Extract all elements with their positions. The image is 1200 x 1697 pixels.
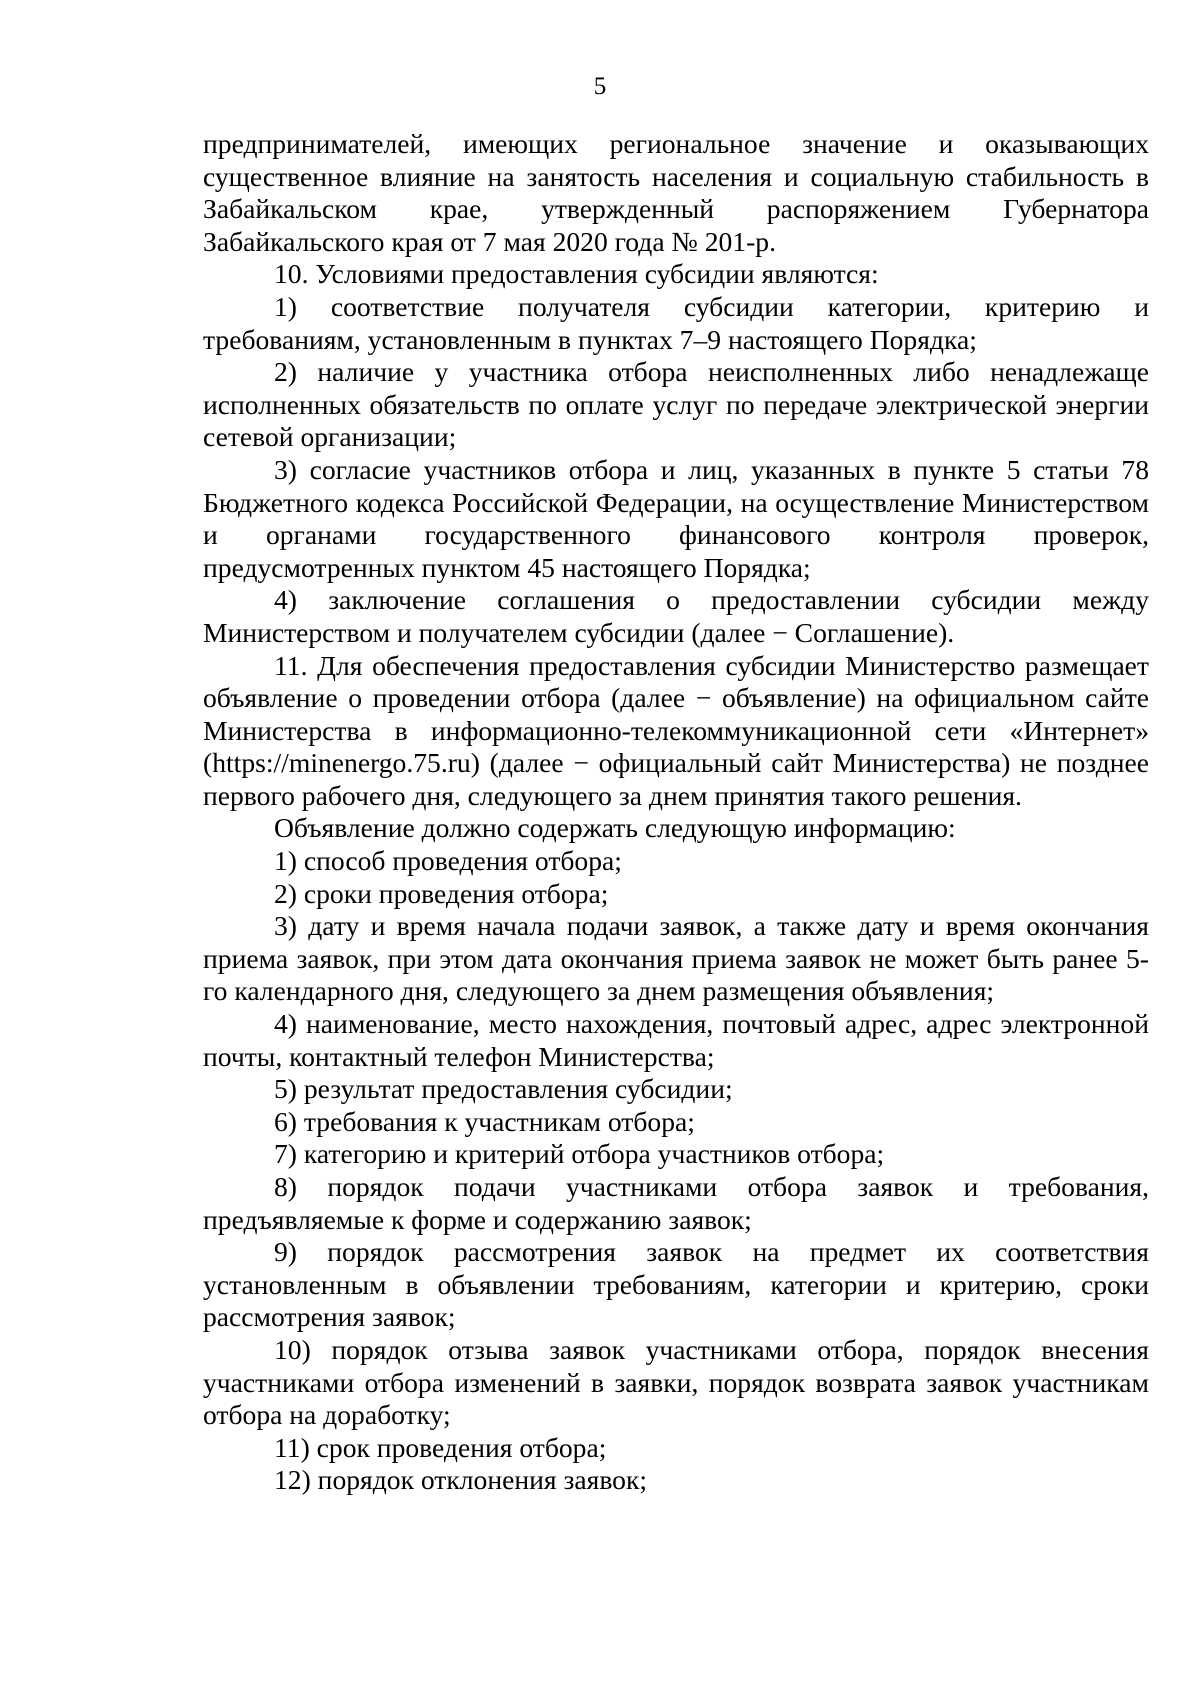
page-number: 5 xyxy=(593,73,607,100)
paragraph-condition-2: 2) наличие у участника отбора неисполненных либо ненадлежаще исполненных обязательств по оплате услуг по передаче электрической энергии сетевой организации; xyxy=(203,356,1149,453)
paragraph-condition-1: 1) соответствие получателя субсидии категории, критерию и требованиям, установленным в пунктах 7–9 настоящего Порядка; xyxy=(203,290,1149,355)
paragraph-condition-4: 4) заключение соглашения о предоставлении субсидии между Министерством и получателем субсидии (далее − Соглашение). xyxy=(203,584,1149,648)
paragraph-item-12: 12) порядок отклонения заявок; xyxy=(274,1464,648,1496)
paragraph-announcement-intro: Объявление должно содержать следующую информацию: xyxy=(274,812,956,844)
paragraph-item-2: 2) сроки проведения отбора; xyxy=(274,877,609,909)
paragraph-continuation: предпринимателей, имеющих региональное значение и оказывающих существенное влияние на занятость населения и социальную стабильность в Забайкальском крае, утвержденный распоряжением Губернатора Забайкальского края от 7 мая 2020 года № 201-р. xyxy=(203,128,1149,257)
paragraph-clause-11: 11. Для обеспечения предоставления субсидии Министерство размещает объявление о проведении отбора (далее − объявление) на официальном сайте Министерства в информационно-телекоммуникационной сети «Интернет» (https://minenergo.75.ru) (далее − официальный сайт Министерства) не позднее первого рабочего дня, следующего за днем принятия такого решения. xyxy=(203,649,1149,811)
document-body xyxy=(203,128,1149,1497)
paragraph-item-7: 7) категорию и критерий отбора участников отбора; xyxy=(274,1138,885,1170)
paragraph-item-9: 9) порядок рассмотрения заявок на предмет их соответствия установленным в объявлении требованиям, категории и критерию, сроки рассмотрения заявок; xyxy=(203,1236,1149,1333)
paragraph-item-1: 1) способ проведения отбора; xyxy=(274,845,622,877)
paragraph-item-3: 3) дату и время начала подачи заявок, а также дату и время окончания приема заявок, при этом дата окончания приема заявок не может быть ранее 5-го календарного дня, следующего за днем размещения объявления; xyxy=(203,910,1149,1007)
paragraph-item-10: 10) порядок отзыва заявок участниками отбора, порядок внесения участниками отбора изменений в заявки, порядок возврата заявок участникам отбора на доработку; xyxy=(203,1333,1149,1431)
paragraph-item-8: 8) порядок подачи участниками отбора заявок и требования, предъявляемые к форме и содержанию заявок; xyxy=(203,1171,1149,1235)
paragraph-condition-3: 3) согласие участников отбора и лиц, указанных в пункте 5 статьи 78 Бюджетного кодекса Российской Федерации, на осуществление Министерством и органами государственного финансового контроля проверок, предусмотренных пунктом 45 настоящего Порядка; xyxy=(203,453,1149,583)
paragraph-item-6: 6) требования к участникам отбора; xyxy=(274,1105,695,1137)
paragraph-item-5: 5) результат предоставления субсидии; xyxy=(274,1073,733,1105)
paragraph-clause-10: 10. Условиями предоставления субсидии являются: xyxy=(274,258,879,290)
paragraph-item-4: 4) наименование, место нахождения, почтовый адрес, адрес электронной почты, контактный телефон Министерства; xyxy=(203,1008,1149,1072)
paragraph-item-11: 11) срок проведения отбора; xyxy=(274,1431,607,1463)
